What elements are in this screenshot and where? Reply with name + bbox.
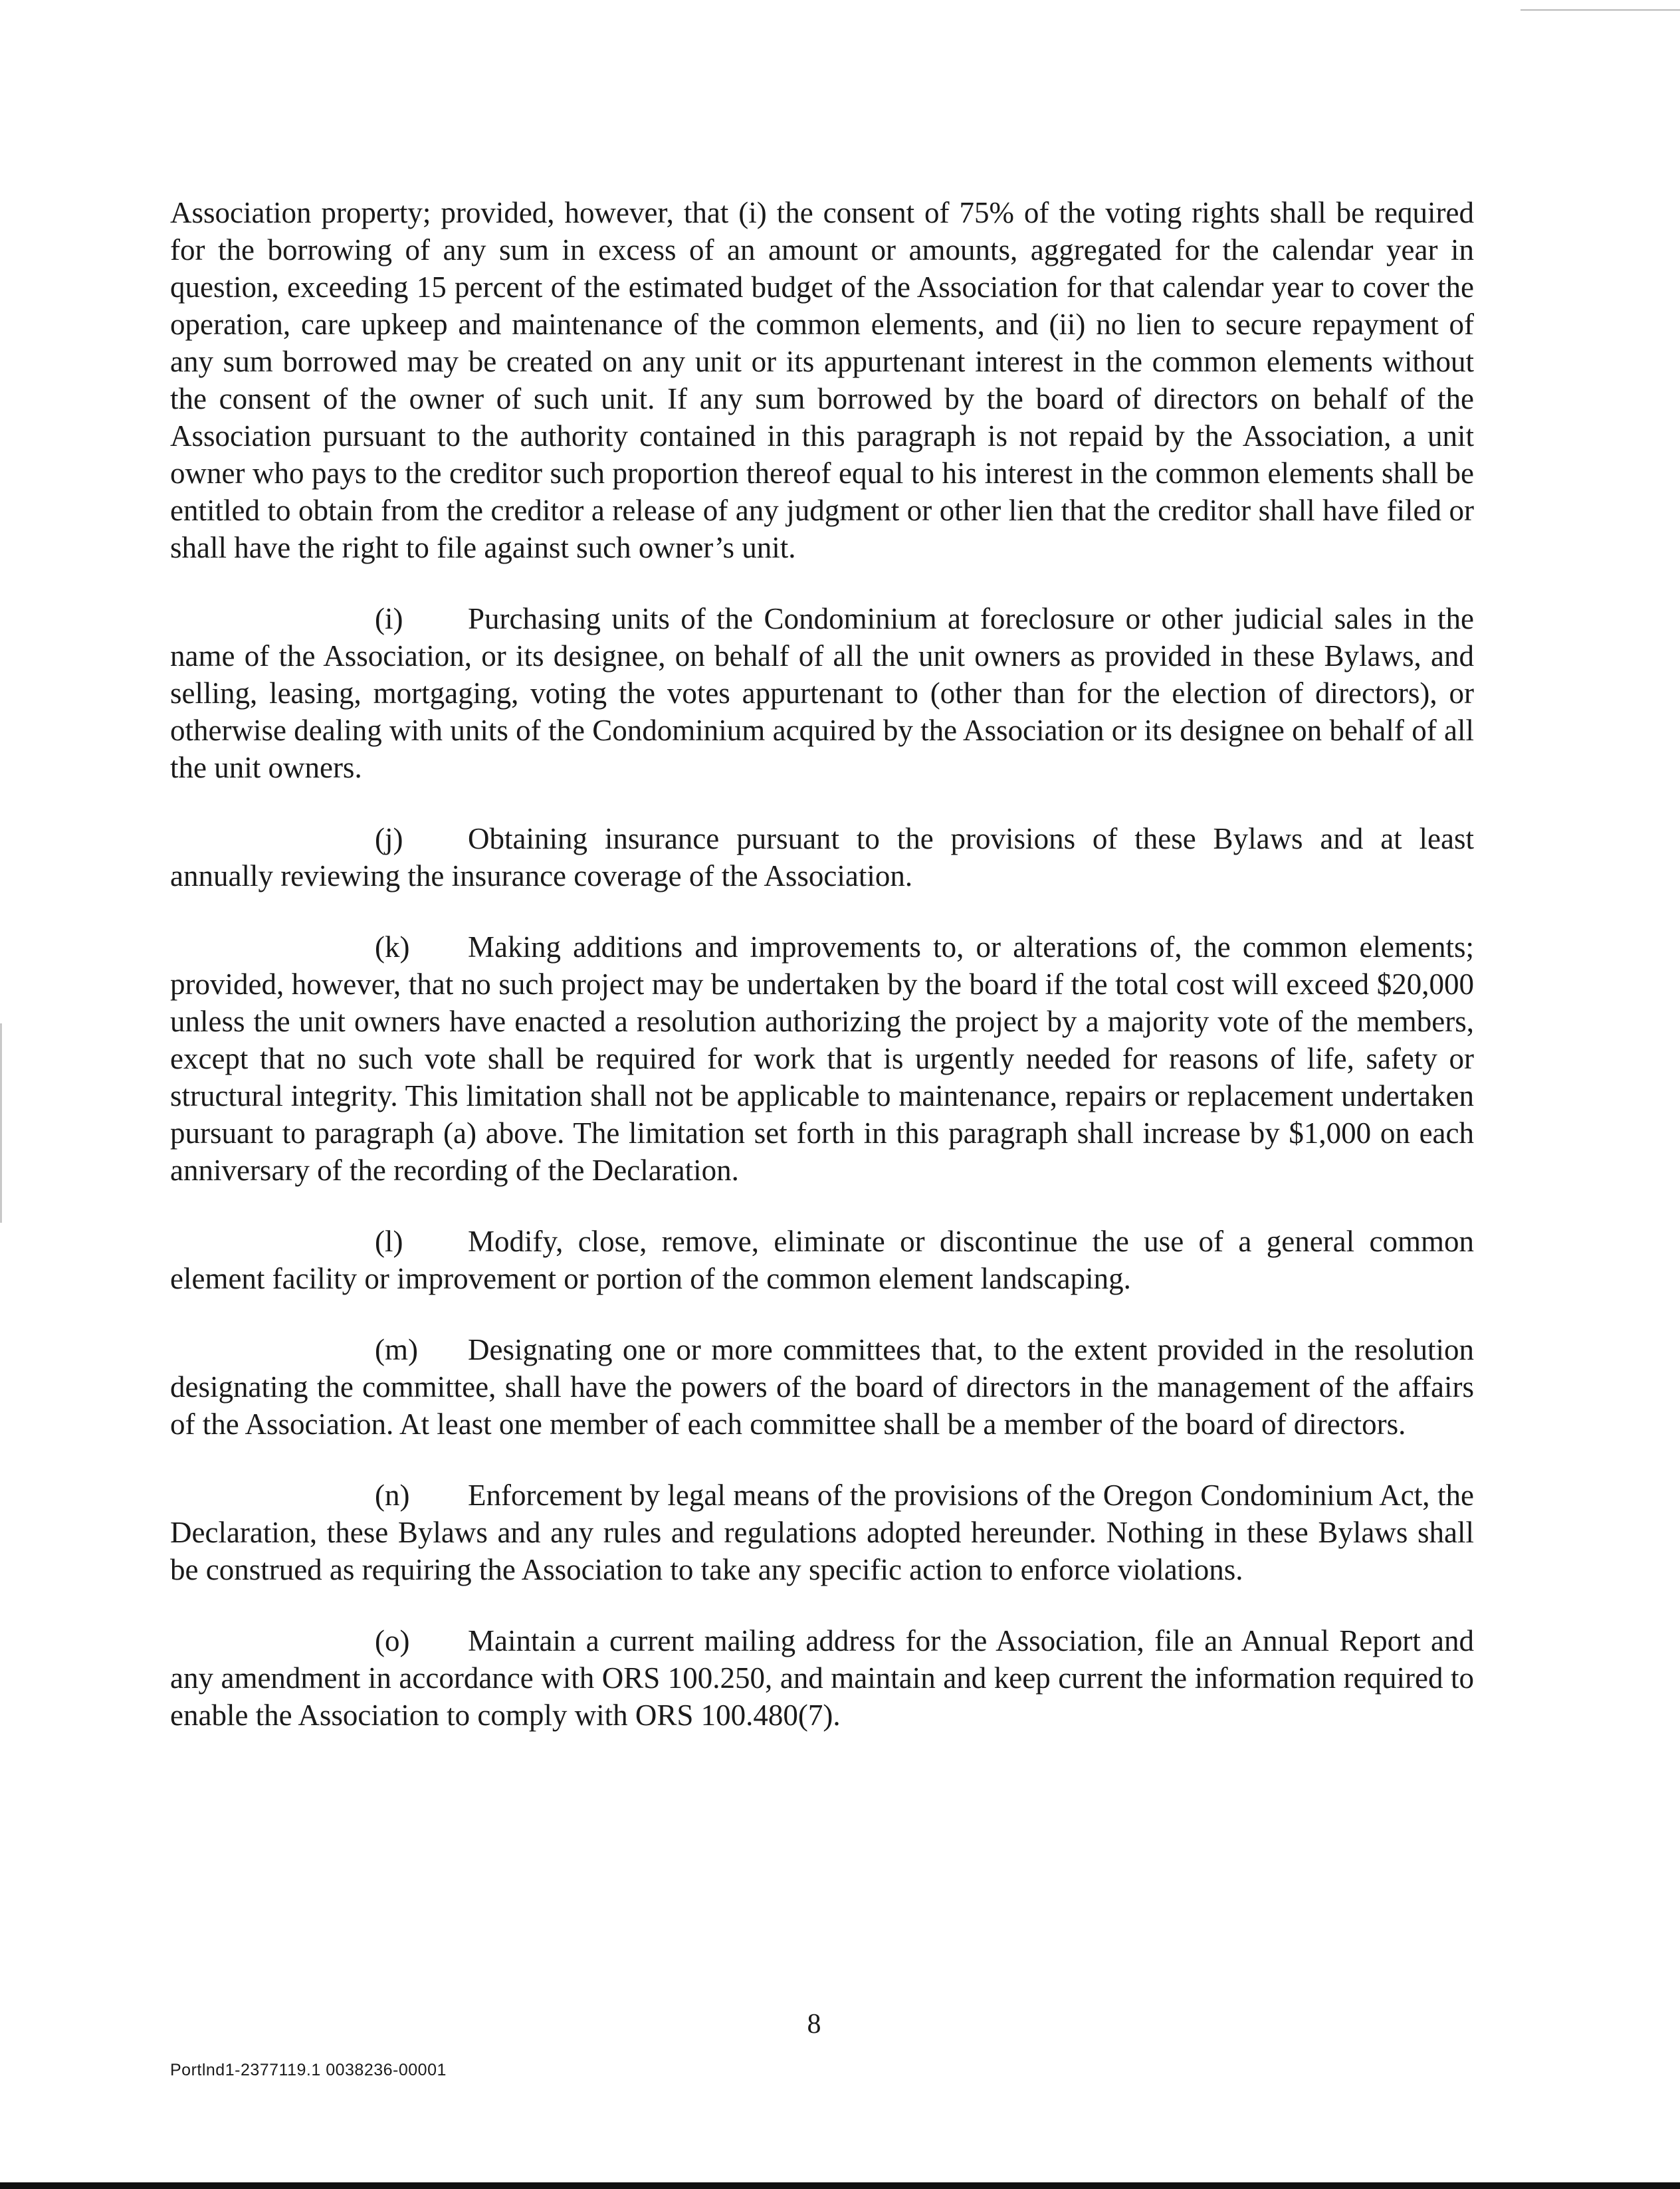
paragraph-m xyxy=(170,1331,1474,1443)
page-number: 8 xyxy=(807,2009,821,2039)
paragraph-marker: (k) xyxy=(375,930,410,964)
paragraph-n xyxy=(170,1477,1474,1588)
paragraph-text: Association property; provided, however, that (i) the consent of 75% of the voting rights shall be required for the borrowing of any sum in excess of an amount or amounts, aggregated for the calendar year in question, exceeding 15 percent of the estimated budget of the Association for that calendar year to cover the operation, care upkeep and maintenance of the common elements, and (ii) no lien to secure repayment of any sum borrowed may be created on any unit or its appurtenant interest in the common elements without the consent of the owner of such unit. If any sum borrowed by the board of directors on behalf of the Association pursuant to the authority contained in this paragraph is not repaid by the Association, a unit owner who pays to the creditor such proportion thereof equal to his interest in the common elements shall be entitled to obtain from the creditor a release of any judgment or other lien that the creditor shall have filed or shall have the right to file against such owner’s unit. xyxy=(170,196,1474,564)
paragraph-j xyxy=(170,820,1474,894)
document-body xyxy=(170,194,1474,1768)
paragraph-marker: (m) xyxy=(375,1333,418,1366)
paragraph-marker: (j) xyxy=(375,822,403,855)
scan-edge-shadow xyxy=(0,1023,2,1223)
paragraph-marker: (o) xyxy=(375,1624,410,1657)
paragraph-marker: (l) xyxy=(375,1225,403,1258)
paragraph-text: Obtaining insurance pursuant to the provisions of these Bylaws and at least annually reviewing the insurance coverage of the Association. xyxy=(170,822,1474,892)
paragraph-marker: (n) xyxy=(375,1479,410,1512)
paragraph-o xyxy=(170,1622,1474,1734)
paragraph-i xyxy=(170,600,1474,786)
document-id-footer: Portlnd1-2377119.1 0038236-00001 xyxy=(170,2061,447,2079)
scan-edge-bar xyxy=(0,2182,1680,2189)
paragraph-text: Enforcement by legal means of the provisions of the Oregon Condominium Act, the Declaration, these Bylaws and any rules and regulations adopted hereunder. Nothing in these Bylaws shall be construed as requiring the Association to take any specific action to enforce violations. xyxy=(170,1479,1474,1586)
paragraph-k xyxy=(170,928,1474,1189)
paragraph-text: Making additions and improvements to, or alterations of, the common elements; provided, however, that no such project may be undertaken by the board if the total cost will exceed $20,000 unless the unit owners have enacted a resolution authorizing the project by a majority vote of the members, except that no such vote shall be required for work that is urgently needed for reasons of life, safety or structural integrity. This limitation shall not be applicable to maintenance, repairs or replacement undertaken pursuant to paragraph (a) above. The limitation set forth in this paragraph shall increase by $1,000 on each anniversary of the recording of the Declaration. xyxy=(170,930,1474,1187)
paragraph-l xyxy=(170,1223,1474,1297)
paragraph-text: Purchasing units of the Condominium at foreclosure or other judicial sales in the name of the Association, or its designee, on behalf of all the unit owners as provided in these Bylaws, and selling, leasing, mortgaging, voting the votes appurtenant to (other than for the election of directors), or otherwise dealing with units of the Condominium acquired by the Association or its designee on behalf of all the unit owners. xyxy=(170,602,1474,784)
paragraph-text: Modify, close, remove, eliminate or discontinue the use of a general common element facility or improvement or portion of the common element landscaping. xyxy=(170,1225,1474,1295)
paragraph-text: Maintain a current mailing address for the Association, file an Annual Report and any amendment in accordance with ORS 100.250, and maintain and keep current the information required to enable the Association to comply with ORS 100.480(7). xyxy=(170,1624,1474,1732)
scan-edge-line xyxy=(1521,9,1680,11)
paragraph-marker: (i) xyxy=(375,602,403,635)
paragraph-text: Designating one or more committees that, to the extent provided in the resolution designating the committee, shall have the powers of the board of directors in the management of the affairs of the Association. At least one member of each committee shall be a member of the board of directors. xyxy=(170,1333,1474,1441)
paragraph-continuation xyxy=(170,194,1474,566)
